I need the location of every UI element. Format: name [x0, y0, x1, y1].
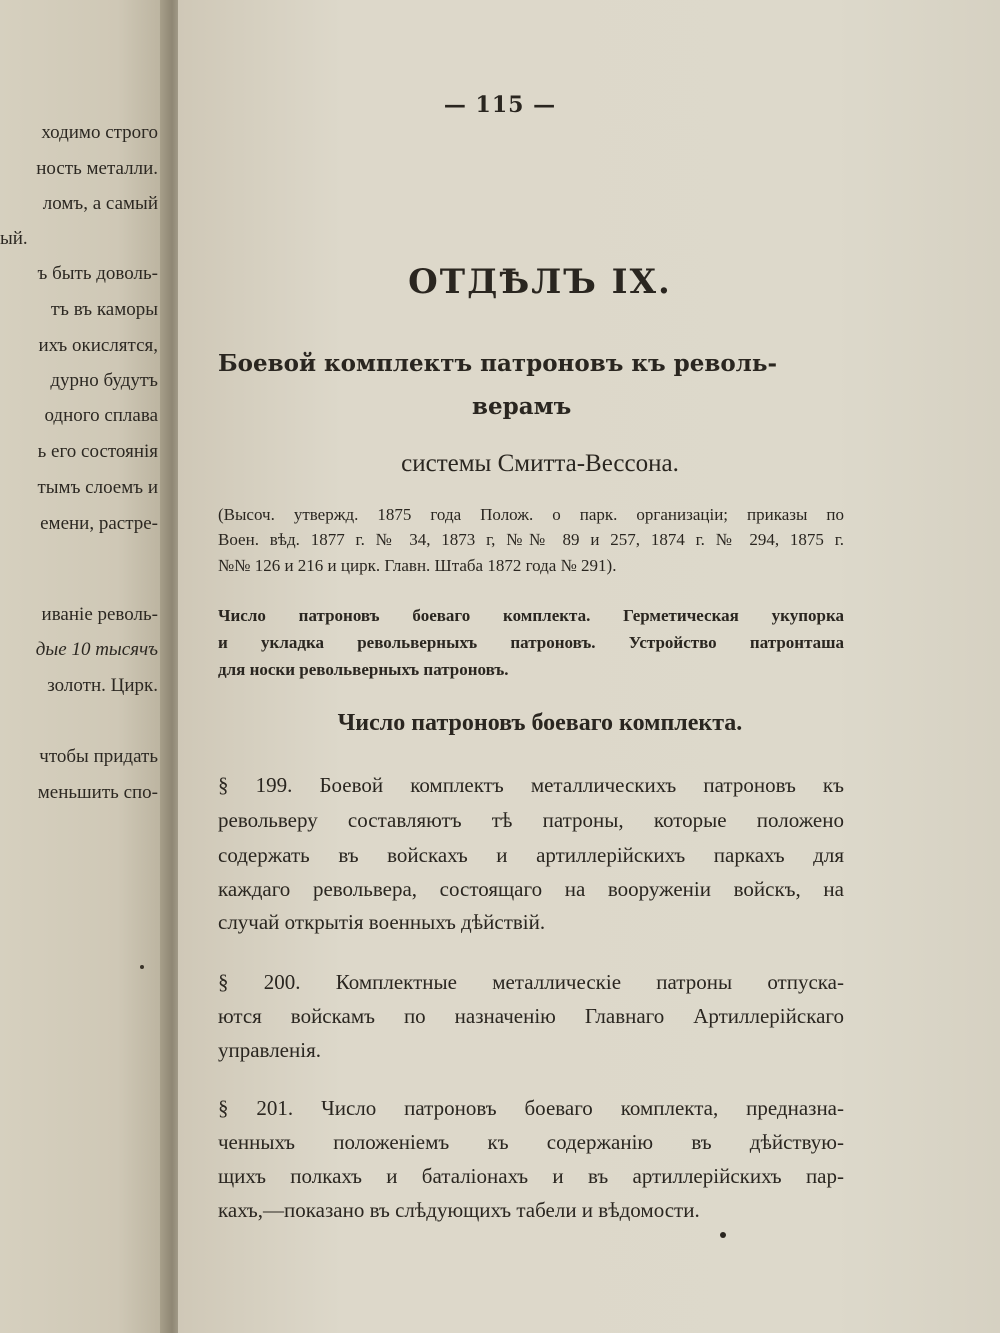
- left-page-line: одного сплава: [44, 405, 158, 426]
- left-page-line: дурно будутъ: [50, 370, 158, 391]
- page-number: — 115 —: [443, 92, 557, 118]
- paragraph-199-line: случай открытія военныхъ дѣйствій.: [218, 910, 546, 934]
- left-page-line: ый.: [0, 228, 28, 249]
- left-page-line: ломъ, а самый: [42, 193, 158, 214]
- paragraph-199-line: содержать въ войскахъ и артиллерійскихъ паркахъ для: [218, 843, 844, 867]
- left-page-line: чтобы придать: [39, 746, 158, 767]
- paragraph-201-line: § 201. Число патроновъ боеваго комплекта, предназна-: [218, 1096, 844, 1120]
- summary-line: Число патроновъ боеваго комплекта. Герметическая укупорка: [218, 606, 844, 625]
- reference-line: №№ 126 и 216 и цирк. Главн. Штаба 1872 года № 291).: [218, 556, 617, 575]
- heading-line-2: верамъ: [472, 393, 572, 420]
- ink-dot: [720, 1232, 726, 1238]
- paragraph-201-line: ченныхъ положеніемъ къ содержанію въ дѣйствую-: [218, 1130, 844, 1154]
- summary-line: и укладка револьверныхъ патроновъ. Устройство патронташа: [218, 633, 844, 652]
- paragraph-201-line: щихъ полкахъ и баталіонахъ и въ артиллерійскихъ пар-: [218, 1164, 844, 1188]
- left-page-line: ъ быть доволь-: [37, 263, 158, 284]
- paper-speck: [140, 965, 144, 969]
- left-page-line: тъ въ каморы: [50, 299, 158, 320]
- paragraph-199-line: § 199. Боевой комплектъ металлическихъ патроновъ къ: [218, 773, 844, 797]
- heading-line-1: Боевой комплектъ патроновъ къ револь-: [218, 350, 778, 377]
- paragraph-199-line: револьверу составляютъ тѣ патроны, которые положено: [218, 808, 844, 832]
- left-page-line: ихъ окислятся,: [38, 335, 158, 356]
- reference-line: Воен. вѣд. 1877 г. № 34, 1873 г, №№ 89 и 257, 1874 г. № 294, 1875 г.: [218, 530, 844, 549]
- paragraph-200-line: ются войскамъ по назначенію Главнаго Артиллерійскаго: [218, 1004, 844, 1028]
- left-page-line: ходимо строго: [41, 122, 158, 143]
- paragraph-200-line: § 200. Комплектные металлическіе патроны отпуска-: [218, 970, 844, 994]
- subtitle: системы Смитта-Вессона.: [401, 450, 679, 477]
- left-page-line: тымъ слоемъ и: [37, 477, 158, 498]
- left-page-line: ность металли.: [36, 158, 158, 179]
- left-page-line: емени, растре-: [40, 513, 158, 534]
- summary-line: для носки револьверныхъ патроновъ.: [218, 660, 509, 679]
- paragraph-200-line: управленія.: [218, 1038, 321, 1062]
- left-page: [0, 0, 168, 1333]
- reference-line: (Высоч. утвержд. 1875 года Полож. о парк. организаціи; приказы по: [218, 505, 844, 524]
- left-page-line: дые 10 тысячъ: [35, 639, 158, 660]
- paragraph-199-line: каждаго револьвера, состоящаго на вооруженіи войскъ, на: [218, 877, 844, 901]
- left-page-line: меньшить спо-: [37, 782, 158, 803]
- left-page-line: ь его состоянія: [37, 441, 158, 462]
- left-page-line: иваніе револь-: [41, 604, 158, 625]
- paragraph-201-line: кахъ,—показано въ слѣдующихъ табели и вѣдомости.: [218, 1198, 700, 1222]
- left-page-line: золотн. Цирк.: [47, 675, 158, 696]
- section-heading: Число патроновъ боеваго комплекта.: [337, 710, 743, 736]
- chapter-title: ОТДѢЛЪ IX.: [408, 262, 672, 302]
